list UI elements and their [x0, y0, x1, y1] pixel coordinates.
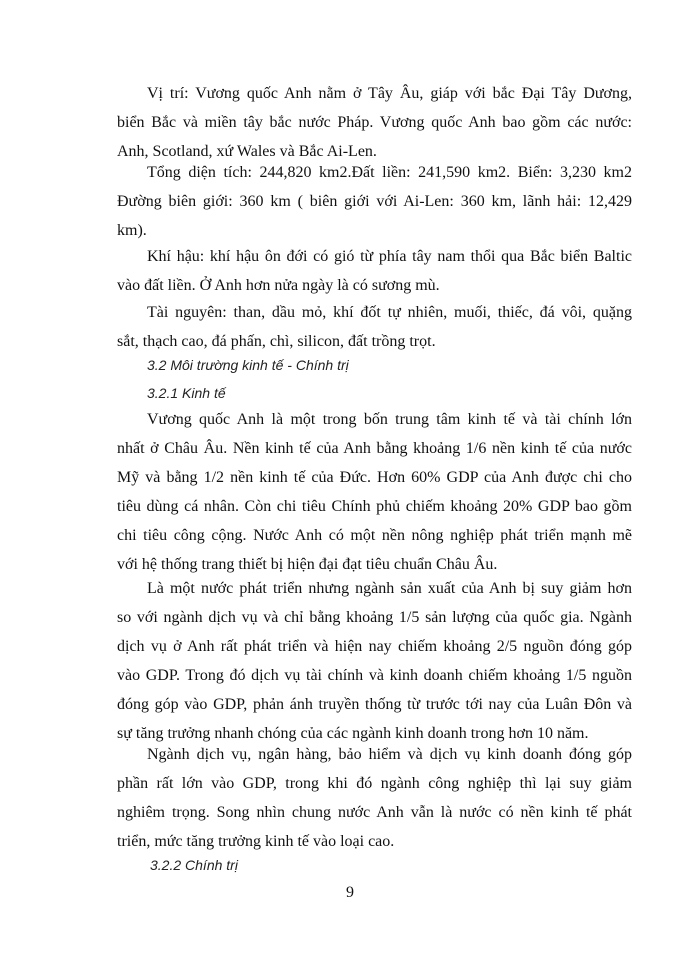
paragraph-economy-2 [117, 574, 632, 748]
text-line: Vương quốc Anh là một trong bốn trung tâm kinh tế và tài chính lớn [147, 411, 632, 428]
text-line: dịch vụ ở Anh rất phát triển và hiện nay chiếm khoảng 2/5 nguồn đóng góp [117, 638, 632, 655]
text-line: Tổng diện tích: 244,820 km2.Đất liền: 241,590 km2. Biển: 3,230 km2 [147, 164, 632, 181]
text-line: nghiêm trọng. Song nhìn chung nước Anh vẫn là nước có nền kinh tế phát [117, 804, 632, 821]
text-line: sự tăng trưởng nhanh chóng của các ngành kinh doanh trong hơn 10 năm. [117, 725, 589, 742]
text-line: phần rất lớn vào GDP, trong khi đó ngành công nghiệp thì lại suy giảm [117, 775, 632, 792]
text-line: Mỹ và bằng 1/2 nền kinh tế của Đức. Hơn 60% GDP của Anh được chi cho [117, 469, 632, 486]
text-line: Đường biên giới: 360 km ( biên giới với Ai-Len: 360 km, lãnh hải: 12,429 [117, 193, 632, 210]
text-line: Là một nước phát triển nhưng ngành sản xuất của Anh bị suy giảm hơn [147, 580, 632, 597]
text-line: Tài nguyên: than, dầu mỏ, khí đốt tự nhiên, muối, thiếc, đá vôi, quặng [147, 304, 632, 321]
text-line: Anh, Scotland, xứ Wales và Bắc Ai-Len. [117, 143, 377, 160]
text-line: Ngành dịch vụ, ngân hàng, bảo hiểm và dịch vụ kinh doanh đóng góp [147, 746, 632, 763]
paragraph-climate [117, 242, 632, 300]
text-line: so với ngành dịch vụ và chỉ bằng khoảng 1/5 sản lượng của quốc gia. Ngành [117, 609, 632, 626]
text-line: sắt, thạch cao, đá phấn, chì, silicon, đất trồng trọt. [117, 333, 436, 350]
paragraph-location [117, 79, 632, 166]
section-heading-3-2-1: 3.2.1 Kinh tế [147, 385, 226, 401]
text-line: với hệ thống trang thiết bị hiện đại đạt tiêu chuẩn Châu Âu. [117, 556, 498, 573]
text-line: triển, mức tăng trưởng kinh tế vào loại cao. [117, 833, 395, 850]
text-line: km). [117, 222, 147, 239]
paragraph-economy-1 [117, 405, 632, 579]
text-line: biển Bắc và miền tây bắc nước Pháp. Vương quốc Anh bao gồm các nước: [117, 114, 632, 131]
text-line: vào đất liền. Ở Anh hơn nửa ngày là có sương mù. [117, 277, 440, 294]
paragraph-area [117, 158, 632, 245]
text-line: Khí hậu: khí hậu ôn đới có gió từ phía tây nam thổi qua Bắc biển Baltic [147, 248, 632, 265]
paragraph-resources [117, 298, 632, 356]
text-line: nhất ở Châu Âu. Nền kinh tế của Anh bằng khoảng 1/6 nền kinh tế của nước [117, 440, 632, 457]
text-line: Vị trí: Vương quốc Anh nằm ở Tây Âu, giáp với bắc Đại Tây Dương, [147, 85, 632, 102]
text-line: đóng góp vào GDP, phản ánh truyền thống từ trước tới nay của Luân Đôn và [117, 696, 632, 713]
text-line: vào GDP. Trong đó dịch vụ tài chính và kinh doanh chiếm khoảng 1/5 nguồn [117, 667, 632, 684]
section-heading-3-2-2: 3.2.2 Chính trị [150, 857, 238, 873]
page-number: 9 [346, 884, 354, 901]
text-line: tiêu dùng cá nhân. Còn chi tiêu Chính phủ chiếm khoảng 20% GDP bao gồm [117, 498, 632, 515]
paragraph-economy-3 [117, 740, 632, 856]
text-line: chi tiêu công cộng. Nước Anh có một nền nông nghiệp phát triển mạnh mẽ [117, 527, 632, 544]
section-heading-3-2: 3.2 Môi trường kinh tế - Chính trị [147, 357, 349, 373]
